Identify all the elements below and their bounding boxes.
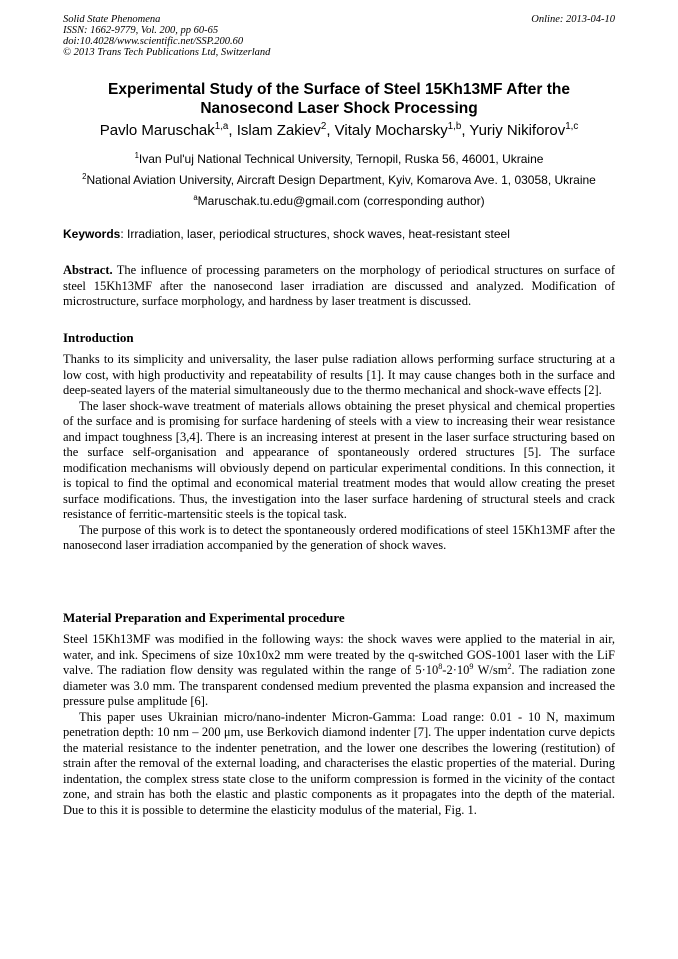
affiliation-text: Ivan Pul'uj National Technical University, Ternopil, Ruska 56, 46001, Ukraine <box>138 152 544 166</box>
author-affiliation-mark: 1,a <box>214 121 229 132</box>
text-run: -2·10 <box>442 663 470 677</box>
corresponding-email <box>63 193 615 209</box>
author-name: Yuriy Nikiforov <box>469 122 566 139</box>
abstract <box>63 263 615 310</box>
author-affiliation-mark: 1,c <box>565 121 579 132</box>
abstract-label: Abstract. <box>63 263 113 277</box>
online-date: Online: 2013-04-10 <box>531 14 615 25</box>
keywords <box>63 226 615 242</box>
paragraph: The laser shock-wave treatment of materials allows obtaining the preset physical and chemical properties of the surface and is promising for surface hardening of steels with a view to increasing their wear resistance and impact toughness [3,4]. There is an increasing interest at present in the laser surface structuring based on the surface self-organisation and appearance of spontaneously ordered structures [5]. The surface modification mechanisms will obviously depend on particular experimental conditions. In this connection, it is topical to find the optimal and economical material treatment modes that would allow creating the preset surface modifications. Thus, the investigation into the laser surface hardening of structural steels and crack resistance of ferritic-martensitic steels is the topical task. <box>63 398 615 521</box>
title-line-1: Experimental Study of the Surface of Steel 15Kh13MF After the <box>108 81 570 98</box>
superscript: 9 <box>469 661 474 671</box>
paper-title <box>63 80 615 118</box>
keywords-text: : Irradiation, laser, periodical structures, shock waves, heat-resistant steel <box>120 227 510 241</box>
text-run: W/sm <box>473 663 508 677</box>
author-separator: , <box>326 122 335 139</box>
text-run: Steel 15Kh13MF was modified in the following ways: the shock waves were applied to the material in air, water, and ink. Specimens of size 10x10x2 mm were treated by the q-switched GOS-1001 laser with the LiF valve. The radiation flow density was regulated within the range of 5·10 <box>63 632 615 677</box>
journal-name: Solid State Phenomena <box>63 14 161 25</box>
journal-issn: ISSN: 1662-9779, Vol. 200, pp 60-65 <box>63 25 219 36</box>
paragraph: This paper uses Ukrainian micro/nano-indenter Micron-Gamma: Load range: 0.01 - 10 N, maximum penetration depth: 10 nm – 200 μm, use Berkovich diamond indenter [7]. The upper indentation curve depicts the material resistance to the indenter penetration, and the lower one describes the lowering (restitution) of strain after the removal of the external loading, and characterises the elastic properties of the material. During indentation, the complex stress state close to the uniform compression is formed in the vicinity of the contact zone, and strain has both the elastic and plastic components as it propagates into the depth of the material. Due to this it is possible to determine the elasticity modulus of the material, Fig. 1. <box>63 709 615 817</box>
paragraph <box>63 632 615 710</box>
paragraph: The purpose of this work is to detect the spontaneously ordered modifications of steel 15Kh13MF after the nanosecond laser irradiation accompanied by the generation of shock waves. <box>63 522 615 552</box>
author-name: Vitaly Mocharsky <box>334 122 448 139</box>
section-heading-introduction: Introduction <box>63 330 134 345</box>
introduction-body <box>63 352 615 554</box>
author-separator: , <box>461 122 470 139</box>
materials-body <box>63 632 615 818</box>
journal-doi[interactable]: doi:10.4028/www.scientific.net/SSP.200.60 <box>63 36 244 47</box>
affiliation-text: National Aviation University, Aircraft Design Department, Kyiv, Komarova Ave. 1, 03058, Ukraine <box>86 173 596 187</box>
affiliation-mark: 2 <box>82 172 87 181</box>
author-affiliation-mark: 2 <box>320 121 327 132</box>
author-separator: , <box>228 122 237 139</box>
keywords-label: Keywords <box>63 227 121 241</box>
author-list <box>63 121 615 141</box>
superscript: 8 <box>438 661 443 671</box>
author-name: Islam Zakiev <box>236 122 321 139</box>
superscript: 2 <box>507 661 512 671</box>
text-run: . The radiation zone diameter was 3.0 mm. The transparent condensed medium prevented the plasma expansion and increased the pressure pulse amplitude [6]. <box>63 663 616 708</box>
affiliation-1 <box>63 151 615 167</box>
affiliation-mark: 1 <box>134 151 139 160</box>
email-text[interactable]: Maruschak.tu.edu@gmail.com (corresponding author) <box>197 194 485 208</box>
journal-header <box>63 14 270 58</box>
author-affiliation-mark: 1,b <box>447 121 462 132</box>
title-line-2: Nanosecond Laser Shock Processing <box>200 100 478 117</box>
paragraph: Thanks to its simplicity and universality, the laser pulse radiation allows performing surface structuring at a low cost, with high productivity and repeatability of results [1]. It may cause changes both in the surface and deep-seated layers of the material simultaneously due to the thermo mechanical and shock-wave effects [2]. <box>63 352 615 397</box>
affiliation-mark: a <box>193 193 198 202</box>
journal-copyright: © 2013 Trans Tech Publications Ltd, Switzerland <box>63 47 271 58</box>
abstract-text: The influence of processing parameters on the morphology of periodical structures on surface of steel 15Kh13MF after the nanosecond laser irradiation are discussed and analyzed. Modification of microstructure, surface morphology, and hardness by laser treatment is discussed. <box>63 263 615 308</box>
affiliation-2 <box>63 172 615 188</box>
author-name: Pavlo Maruschak <box>99 122 215 139</box>
section-heading-materials: Material Preparation and Experimental procedure <box>63 610 345 625</box>
